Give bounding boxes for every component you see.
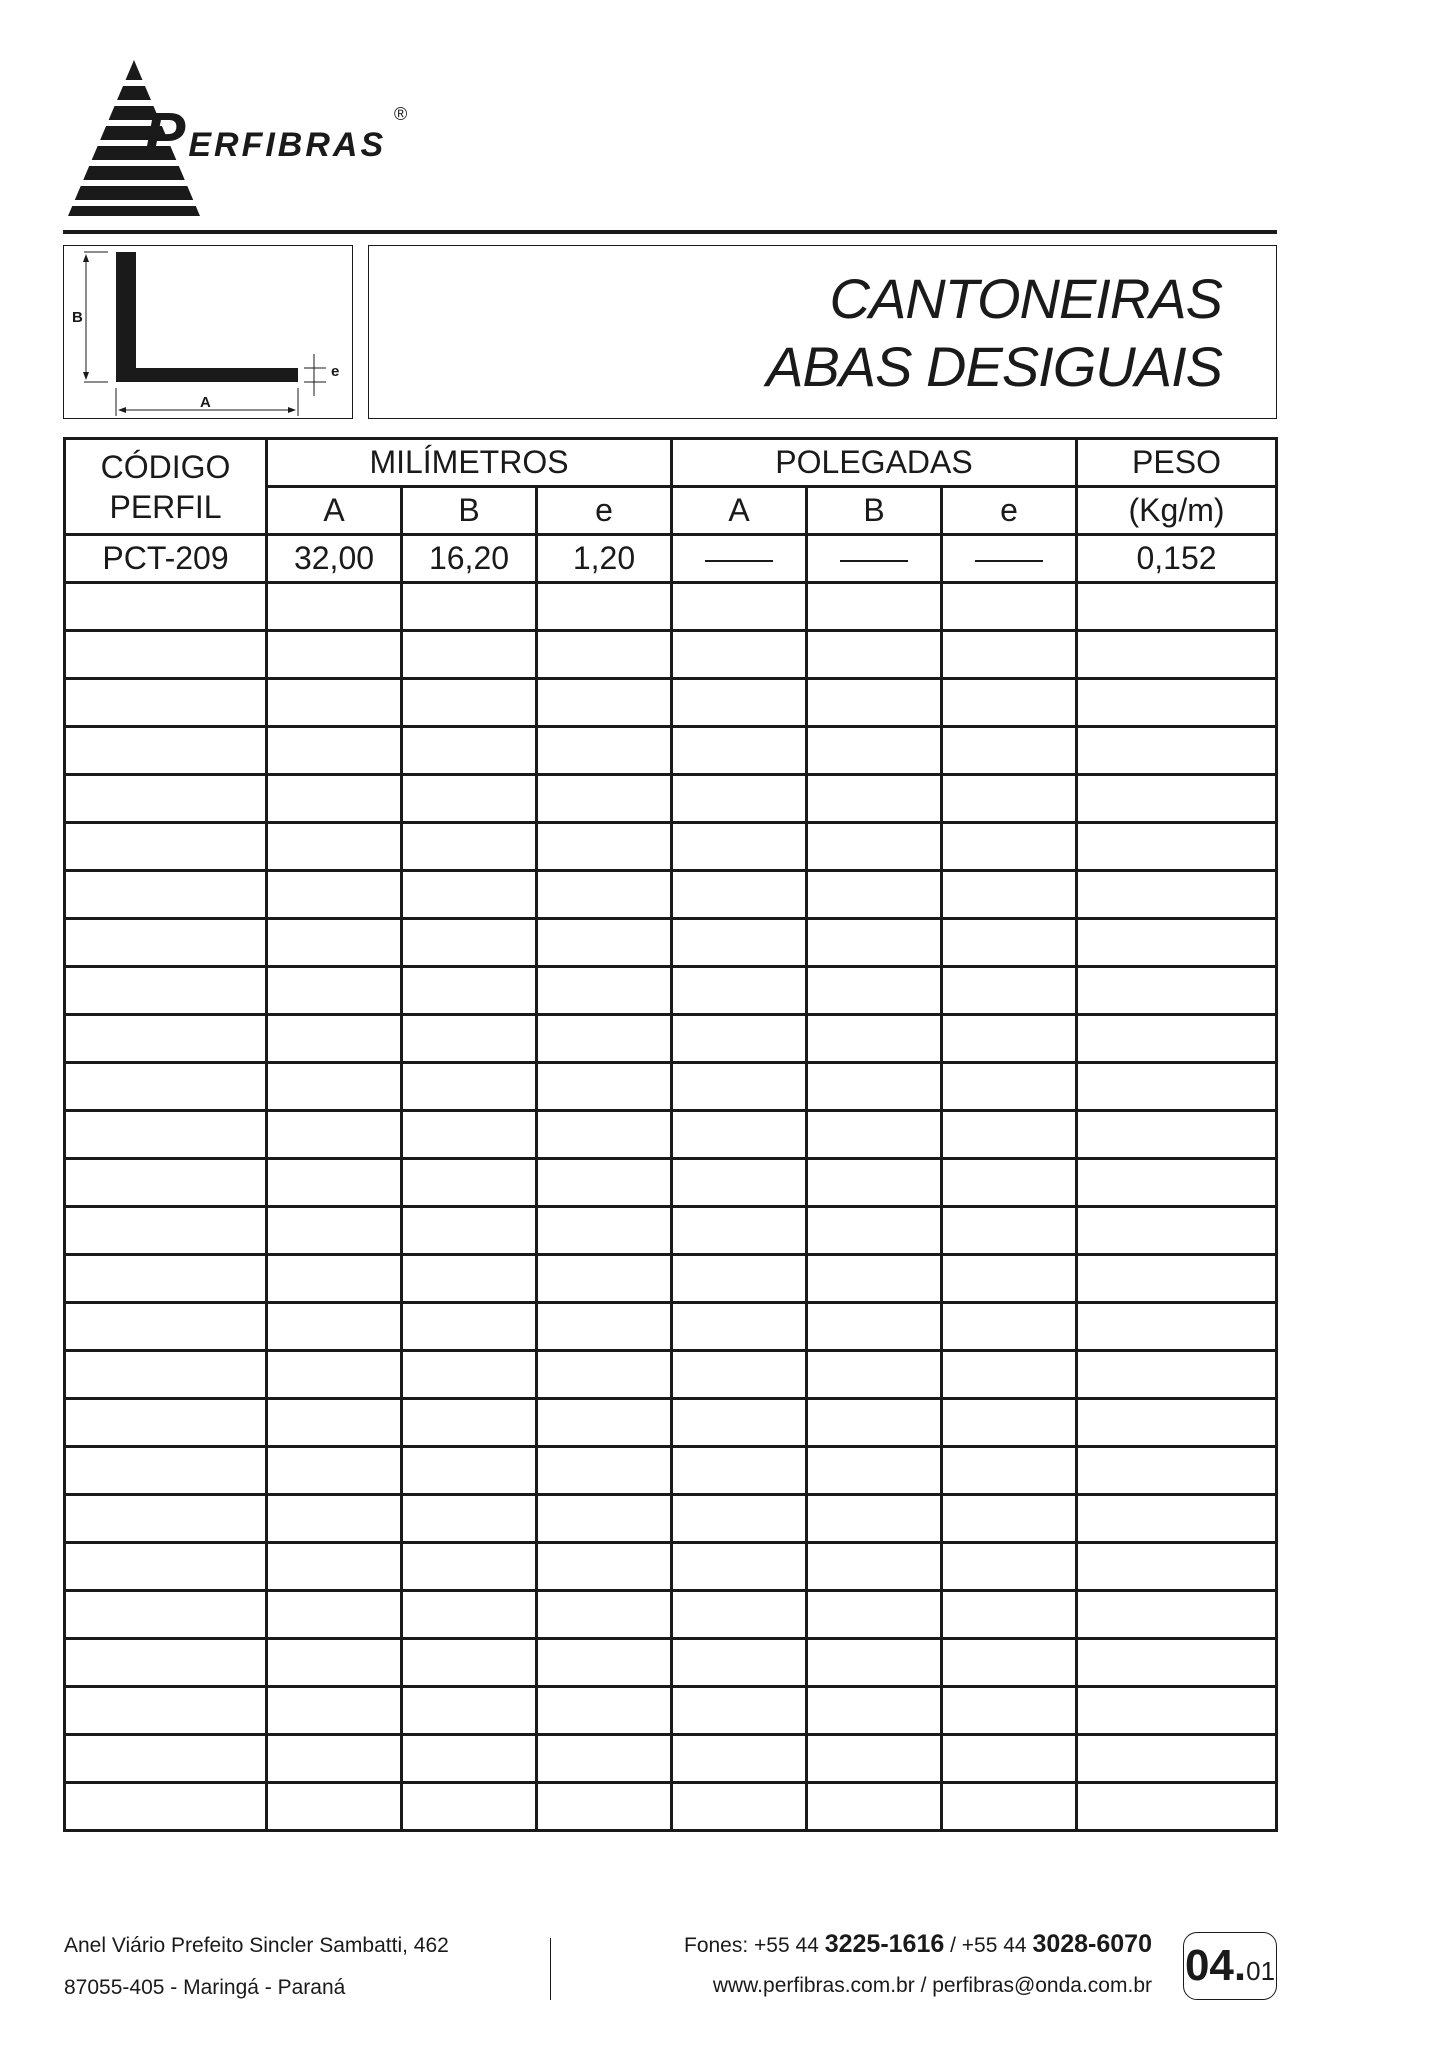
empty-cell	[267, 1063, 402, 1111]
empty-cell	[65, 823, 267, 871]
header-in-e: e	[942, 487, 1077, 535]
empty-cell	[402, 1015, 537, 1063]
empty-cell	[65, 1399, 267, 1447]
empty-cell	[942, 967, 1077, 1015]
empty-cell	[672, 1159, 807, 1207]
empty-cell	[672, 679, 807, 727]
empty-cell	[402, 1351, 537, 1399]
empty-cell	[942, 727, 1077, 775]
empty-cell	[807, 1255, 942, 1303]
empty-cell	[672, 1399, 807, 1447]
empty-cell	[672, 1111, 807, 1159]
empty-cell	[672, 727, 807, 775]
empty-cell	[1077, 583, 1277, 631]
empty-cell	[402, 1495, 537, 1543]
empty-cell	[672, 871, 807, 919]
empty-cell	[672, 583, 807, 631]
empty-cell	[267, 823, 402, 871]
empty-cell	[942, 679, 1077, 727]
cell-in-b-empty	[807, 535, 942, 583]
empty-cell	[942, 1735, 1077, 1783]
empty-cell	[672, 1735, 807, 1783]
empty-cell	[537, 1543, 672, 1591]
empty-cell	[267, 727, 402, 775]
footer-divider	[550, 1938, 551, 2000]
empty-cell	[1077, 967, 1277, 1015]
empty-cell	[1077, 871, 1277, 919]
title-line-1: CANTONEIRAS	[829, 267, 1222, 330]
empty-cell	[1077, 1111, 1277, 1159]
cell-mm-e: 1,20	[537, 535, 672, 583]
empty-cell	[402, 1063, 537, 1111]
cell-codigo: PCT-209	[65, 535, 267, 583]
empty-cell	[537, 631, 672, 679]
empty-cell	[267, 583, 402, 631]
empty-cell	[672, 1303, 807, 1351]
profile-diagram	[63, 245, 353, 419]
page-number-major: 04.	[1184, 1941, 1247, 1990]
empty-table-row	[65, 583, 1277, 631]
empty-cell	[1077, 823, 1277, 871]
empty-cell	[942, 1255, 1077, 1303]
empty-table-row	[65, 1159, 1277, 1207]
empty-cell	[807, 1207, 942, 1255]
empty-cell	[1077, 1063, 1277, 1111]
dash-mark	[975, 560, 1043, 562]
dash-mark	[705, 560, 773, 562]
empty-cell	[942, 1543, 1077, 1591]
empty-cell	[942, 1207, 1077, 1255]
empty-cell	[807, 1639, 942, 1687]
empty-cell	[402, 1159, 537, 1207]
empty-cell	[402, 1687, 537, 1735]
empty-cell	[1077, 1543, 1277, 1591]
empty-cell	[537, 1063, 672, 1111]
empty-cell	[672, 1207, 807, 1255]
footer-address-line-1: Anel Viário Prefeito Sincler Sambatti, 462	[64, 1934, 449, 1957]
phone-2: 3028-6070	[1032, 1930, 1152, 1958]
empty-cell	[942, 1591, 1077, 1639]
empty-table-row	[65, 1255, 1277, 1303]
empty-cell	[402, 775, 537, 823]
cell-mm-a: 32,00	[267, 535, 402, 583]
empty-cell	[267, 871, 402, 919]
empty-cell	[267, 1543, 402, 1591]
empty-cell	[65, 1543, 267, 1591]
empty-cell	[1077, 1447, 1277, 1495]
empty-cell	[807, 967, 942, 1015]
empty-table-row	[65, 1303, 1277, 1351]
empty-table-row	[65, 1639, 1277, 1687]
cell-in-e-empty	[942, 535, 1077, 583]
empty-cell	[807, 871, 942, 919]
empty-cell	[537, 1207, 672, 1255]
empty-cell	[65, 1303, 267, 1351]
header-in-a: A	[672, 487, 807, 535]
empty-table-row	[65, 1543, 1277, 1591]
empty-cell	[402, 1783, 537, 1831]
empty-cell	[402, 631, 537, 679]
empty-cell	[1077, 1159, 1277, 1207]
phones-prefix: Fones: +55 44	[684, 1934, 819, 1957]
empty-table-row	[65, 1111, 1277, 1159]
empty-cell	[65, 919, 267, 967]
empty-cell	[65, 1159, 267, 1207]
empty-cell	[402, 1303, 537, 1351]
empty-cell	[807, 1303, 942, 1351]
empty-cell	[672, 1591, 807, 1639]
profile-spec-table	[63, 437, 1278, 1832]
empty-cell	[942, 775, 1077, 823]
title-panel	[368, 245, 1277, 419]
empty-cell	[807, 1159, 942, 1207]
empty-cell	[402, 1735, 537, 1783]
empty-cell	[267, 1159, 402, 1207]
empty-table-row	[65, 1495, 1277, 1543]
company-logo	[64, 60, 424, 220]
empty-cell	[402, 1207, 537, 1255]
empty-cell	[402, 967, 537, 1015]
empty-cell	[942, 1399, 1077, 1447]
empty-cell	[267, 1111, 402, 1159]
empty-cell	[402, 1591, 537, 1639]
empty-cell	[672, 967, 807, 1015]
empty-cell	[942, 1015, 1077, 1063]
empty-cell	[537, 1159, 672, 1207]
empty-cell	[942, 1783, 1077, 1831]
footer-web-email: www.perfibras.com.br / perfibras@onda.com.br	[712, 1974, 1152, 1997]
empty-cell	[1077, 631, 1277, 679]
empty-table-row	[65, 631, 1277, 679]
empty-table-row	[65, 967, 1277, 1015]
empty-cell	[1077, 919, 1277, 967]
header-codigo-perfil	[65, 439, 267, 535]
empty-cell	[807, 1735, 942, 1783]
empty-cell	[807, 823, 942, 871]
empty-cell	[807, 1015, 942, 1063]
empty-cell	[807, 583, 942, 631]
empty-cell	[672, 1447, 807, 1495]
empty-cell	[942, 1687, 1077, 1735]
empty-cell	[1077, 1591, 1277, 1639]
empty-cell	[65, 1207, 267, 1255]
empty-cell	[537, 1687, 672, 1735]
empty-cell	[1077, 1639, 1277, 1687]
empty-cell	[672, 775, 807, 823]
empty-cell	[402, 871, 537, 919]
empty-cell	[65, 1687, 267, 1735]
empty-cell	[672, 1015, 807, 1063]
empty-cell	[65, 1111, 267, 1159]
empty-cell	[1077, 775, 1277, 823]
empty-cell	[537, 1015, 672, 1063]
empty-cell	[537, 919, 672, 967]
empty-cell	[267, 1207, 402, 1255]
empty-cell	[267, 967, 402, 1015]
empty-cell	[1077, 679, 1277, 727]
empty-cell	[807, 1111, 942, 1159]
empty-cell	[1077, 1495, 1277, 1543]
dash-mark	[840, 560, 908, 562]
empty-cell	[807, 1351, 942, 1399]
empty-cell	[942, 871, 1077, 919]
cell-mm-b: 16,20	[402, 535, 537, 583]
empty-cell	[807, 1783, 942, 1831]
empty-cell	[942, 1447, 1077, 1495]
empty-cell	[807, 1063, 942, 1111]
empty-cell	[672, 1063, 807, 1111]
empty-cell	[402, 919, 537, 967]
empty-cell	[537, 583, 672, 631]
empty-cell	[807, 679, 942, 727]
empty-cell	[807, 631, 942, 679]
empty-cell	[65, 1735, 267, 1783]
empty-cell	[65, 871, 267, 919]
empty-cell	[537, 1303, 672, 1351]
empty-cell	[942, 631, 1077, 679]
empty-cell	[942, 1111, 1077, 1159]
header-perfil: PERFIL	[109, 488, 222, 525]
empty-table-row	[65, 1783, 1277, 1831]
phones-separator: / +55 44	[950, 1934, 1027, 1957]
empty-cell	[267, 1255, 402, 1303]
empty-cell	[402, 1543, 537, 1591]
empty-cell	[65, 583, 267, 631]
title-line-2: ABAS DESIGUAIS	[766, 335, 1222, 398]
empty-cell	[65, 1351, 267, 1399]
empty-cell	[537, 775, 672, 823]
empty-table-row	[65, 871, 1277, 919]
empty-cell	[537, 1495, 672, 1543]
empty-cell	[65, 1783, 267, 1831]
empty-cell	[1077, 727, 1277, 775]
empty-cell	[537, 1351, 672, 1399]
empty-cell	[402, 583, 537, 631]
header-mm-a: A	[267, 487, 402, 535]
empty-cell	[65, 679, 267, 727]
empty-cell	[537, 1639, 672, 1687]
empty-cell	[402, 1447, 537, 1495]
empty-cell	[65, 1591, 267, 1639]
empty-cell	[807, 919, 942, 967]
cell-peso: 0,152	[1077, 535, 1277, 583]
empty-cell	[267, 1783, 402, 1831]
empty-cell	[672, 1255, 807, 1303]
empty-table-row	[65, 1447, 1277, 1495]
empty-cell	[402, 679, 537, 727]
empty-cell	[267, 679, 402, 727]
empty-cell	[537, 1399, 672, 1447]
empty-cell	[267, 1639, 402, 1687]
empty-table-row	[65, 1063, 1277, 1111]
empty-table-row	[65, 727, 1277, 775]
empty-cell	[402, 1639, 537, 1687]
empty-cell	[1077, 1255, 1277, 1303]
empty-table-row	[65, 1687, 1277, 1735]
logo-wordmark	[144, 100, 386, 171]
empty-cell	[672, 1687, 807, 1735]
empty-cell	[65, 1495, 267, 1543]
empty-cell	[807, 1447, 942, 1495]
registered-mark: ®	[394, 104, 408, 124]
angle-profile-drawing	[64, 246, 354, 420]
empty-cell	[807, 1495, 942, 1543]
empty-cell	[672, 1351, 807, 1399]
empty-table-row	[65, 775, 1277, 823]
footer-address-line-2: 87055-405 - Maringá - Paraná	[64, 1976, 346, 1999]
table-row	[65, 535, 1277, 583]
empty-cell	[672, 1639, 807, 1687]
empty-cell	[942, 1495, 1077, 1543]
empty-cell	[807, 1687, 942, 1735]
diagram-label-e: e	[331, 363, 340, 380]
empty-cell	[942, 1063, 1077, 1111]
empty-cell	[65, 1255, 267, 1303]
page-number-badge	[1183, 1932, 1277, 2000]
empty-cell	[267, 1591, 402, 1639]
diagram-label-b: B	[72, 309, 83, 326]
empty-table-row	[65, 679, 1277, 727]
empty-cell	[267, 631, 402, 679]
header-polegadas: POLEGADAS	[672, 439, 1077, 487]
empty-cell	[1077, 1783, 1277, 1831]
empty-cell	[807, 775, 942, 823]
cell-in-a-empty	[672, 535, 807, 583]
empty-cell	[537, 1783, 672, 1831]
empty-cell	[1077, 1351, 1277, 1399]
empty-cell	[65, 775, 267, 823]
header-mm-e: e	[537, 487, 672, 535]
empty-cell	[1077, 1735, 1277, 1783]
empty-cell	[65, 1015, 267, 1063]
empty-cell	[65, 631, 267, 679]
empty-table-row	[65, 1351, 1277, 1399]
empty-cell	[65, 1447, 267, 1495]
empty-cell	[1077, 1687, 1277, 1735]
diagram-label-a: A	[200, 394, 211, 411]
empty-cell	[267, 919, 402, 967]
header-codigo: CÓDIGO	[100, 448, 231, 485]
empty-cell	[1077, 1303, 1277, 1351]
l-profile-shape	[116, 252, 298, 382]
empty-cell	[267, 1399, 402, 1447]
page-number-minor: 01	[1246, 1956, 1276, 1986]
logo-rest: ERFIBRAS	[188, 126, 387, 164]
empty-cell	[672, 1783, 807, 1831]
empty-cell	[807, 1591, 942, 1639]
empty-cell	[267, 1303, 402, 1351]
empty-cell	[402, 727, 537, 775]
empty-cell	[1077, 1015, 1277, 1063]
empty-cell	[65, 727, 267, 775]
empty-table-row	[65, 1735, 1277, 1783]
empty-cell	[942, 1639, 1077, 1687]
empty-cell	[672, 919, 807, 967]
empty-table-row	[65, 823, 1277, 871]
empty-cell	[807, 1543, 942, 1591]
empty-cell	[672, 1543, 807, 1591]
header-milimetros: MILÍMETROS	[267, 439, 672, 487]
empty-cell	[402, 1399, 537, 1447]
empty-table-row	[65, 1207, 1277, 1255]
empty-cell	[267, 1015, 402, 1063]
phone-1: 3225-1616	[824, 1930, 945, 1958]
empty-cell	[537, 1735, 672, 1783]
empty-cell	[267, 1495, 402, 1543]
empty-cell	[65, 1639, 267, 1687]
table-header-row-1	[65, 439, 1277, 487]
empty-cell	[267, 775, 402, 823]
header-rule	[63, 230, 1277, 234]
empty-table-row	[65, 1591, 1277, 1639]
empty-cell	[537, 1447, 672, 1495]
empty-cell	[1077, 1207, 1277, 1255]
empty-cell	[942, 1159, 1077, 1207]
empty-cell	[807, 1399, 942, 1447]
header-peso-unit: (Kg/m)	[1077, 487, 1277, 535]
empty-cell	[402, 1111, 537, 1159]
footer-phones	[684, 1930, 1152, 1959]
empty-cell	[537, 967, 672, 1015]
empty-cell	[672, 1495, 807, 1543]
empty-cell	[807, 727, 942, 775]
empty-cell	[537, 823, 672, 871]
empty-cell	[942, 583, 1077, 631]
empty-cell	[267, 1351, 402, 1399]
empty-cell	[537, 727, 672, 775]
empty-cell	[672, 631, 807, 679]
empty-cell	[537, 1591, 672, 1639]
empty-cell	[267, 1447, 402, 1495]
empty-cell	[672, 823, 807, 871]
empty-cell	[267, 1687, 402, 1735]
empty-table-row	[65, 1015, 1277, 1063]
header-in-b: B	[807, 487, 942, 535]
empty-cell	[942, 919, 1077, 967]
logo-initial: P	[144, 101, 189, 170]
empty-cell	[942, 1351, 1077, 1399]
empty-cell	[65, 1063, 267, 1111]
header-peso: PESO	[1077, 439, 1277, 487]
empty-cell	[537, 679, 672, 727]
empty-table-row	[65, 1399, 1277, 1447]
empty-cell	[267, 1735, 402, 1783]
empty-cell	[537, 871, 672, 919]
empty-cell	[1077, 1399, 1277, 1447]
empty-cell	[942, 1303, 1077, 1351]
empty-cell	[402, 823, 537, 871]
empty-table-row	[65, 919, 1277, 967]
header-mm-b: B	[402, 487, 537, 535]
empty-cell	[537, 1111, 672, 1159]
empty-cell	[402, 1255, 537, 1303]
empty-cell	[942, 823, 1077, 871]
empty-cell	[65, 967, 267, 1015]
empty-cell	[537, 1255, 672, 1303]
